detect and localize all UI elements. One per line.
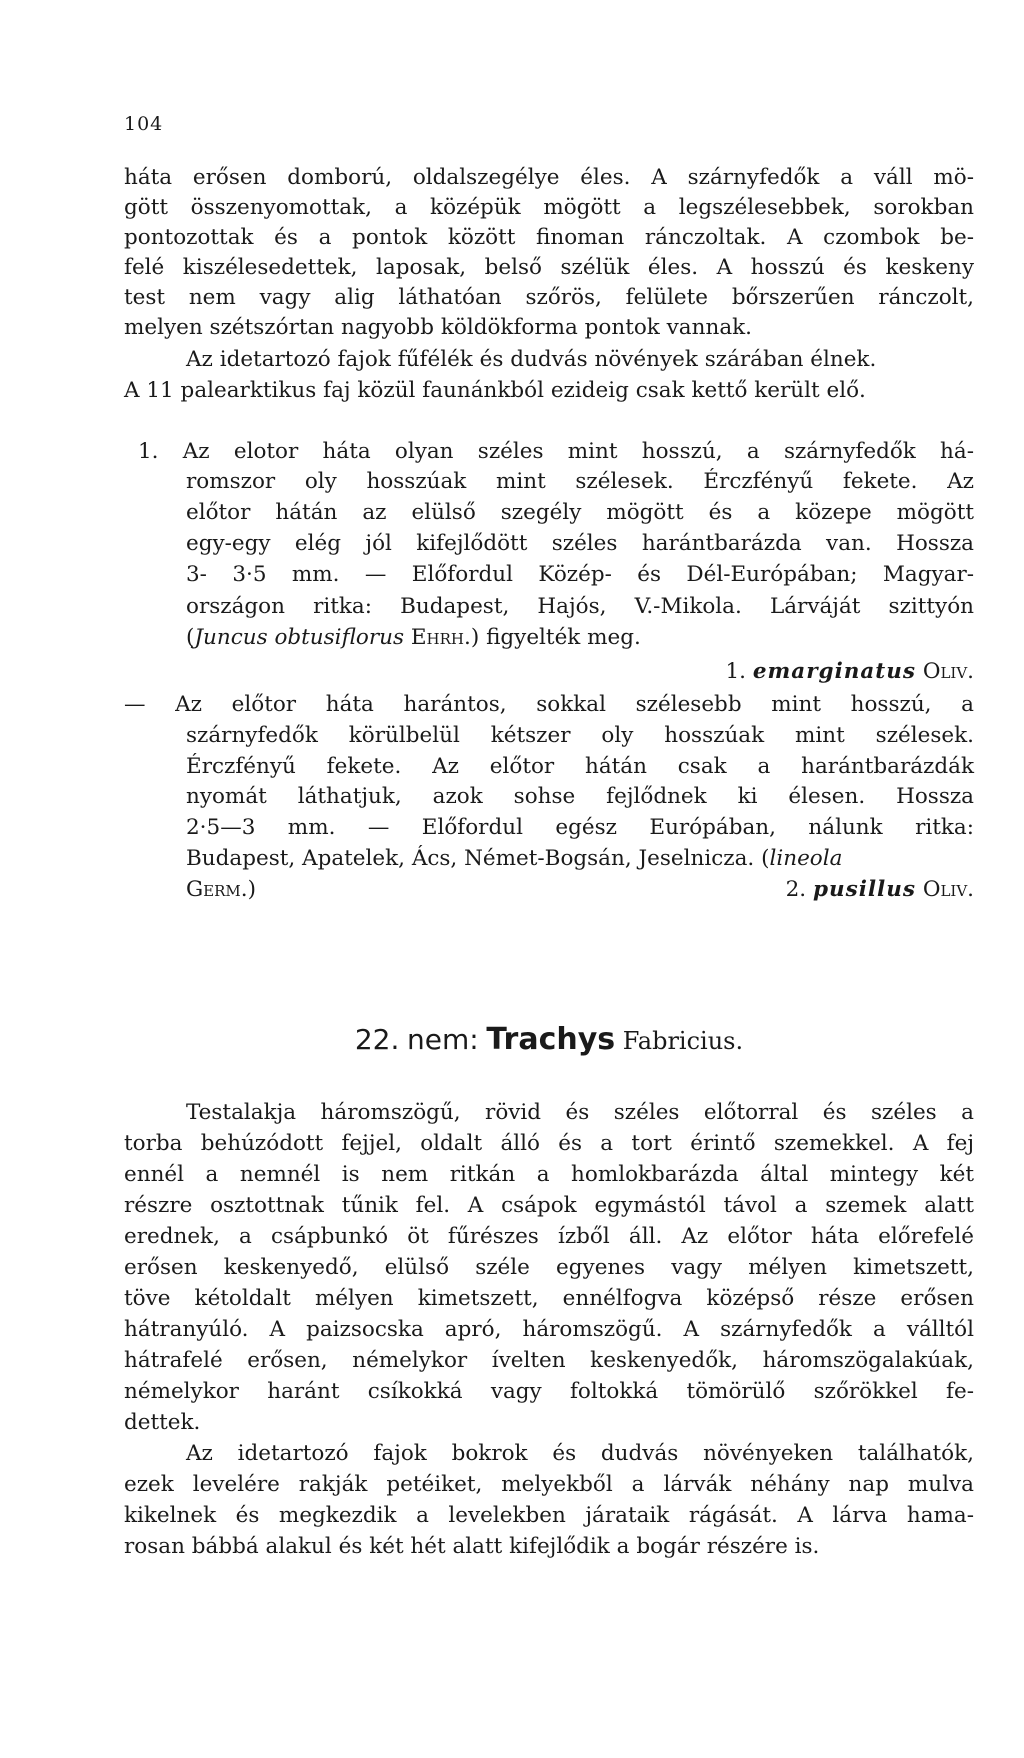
key-text: ) figyelték meg. — [470, 625, 641, 650]
species-number: 2. — [785, 877, 807, 902]
genus-heading — [124, 1022, 974, 1059]
text-line: felé kiszélesedettek, laposak, belső szélük éles. A hosszú és keskeny — [124, 255, 974, 280]
text-line: erősen keskenyedő, elülső széle egyenes vagy mélyen kimetszett, — [124, 1255, 974, 1280]
species-number: 1. — [725, 659, 746, 684]
species-author: Oliv. — [922, 659, 974, 684]
text-line: hátranyúló. A paizsocska apró, háromszögű. A szárnyfedők a válltól — [124, 1317, 974, 1342]
text-line: test nem vagy alig láthatóan szőrös, felülete bőrszerűen ránczolt, — [124, 285, 974, 310]
genus-name: Trachys — [486, 1022, 616, 1057]
text-line: melyen szétszórtan nagyobb köldökforma pontok vannak. — [124, 315, 753, 340]
species-author: Oliv. — [922, 877, 974, 902]
key-line: 1. Az elotor háta olyan széles mint hosszú, a szárnyfedők há- — [138, 439, 974, 464]
text-line: erednek, a csápbunkó öt fűrészes ízből áll. Az előtor háta előrefelé — [124, 1224, 974, 1249]
text-line: A 11 palearktikus faj közül faunánkból ezideig csak kettő került elő. — [124, 378, 866, 403]
text-line: dettek. — [124, 1410, 201, 1435]
page-number: 104 — [124, 113, 164, 135]
species-epithet: emarginatus — [752, 659, 916, 684]
plant-author: Ehrh. — [410, 625, 471, 650]
paren-open: ( — [186, 625, 195, 650]
text-line: Az idetartozó fajok bokrok és dudvás növényeken találhatók, — [186, 1441, 974, 1466]
plant-name: Juncus obtusiflorus — [194, 625, 405, 650]
key-line: 2·5—3 mm. — Előfordul egész Európában, nálunk ritka: — [186, 815, 974, 840]
text-line: hátrafelé erősen, némelykor ívelten keskenyedők, háromszögalakúak, — [124, 1348, 974, 1373]
text-line: kikelnek és megkezdik a levelekben járataik rágását. A lárva hama- — [124, 1503, 974, 1528]
key-line: egy-egy elég jól kifejlődött széles harántbarázda van. Hossza — [186, 531, 974, 556]
text-line: ezek levelére rakják petéiket, melyekből a lárvák néhány nap mulva — [124, 1472, 974, 1497]
text-line: torba behúzódott fejjel, oldalt álló és a tort érintő szemekkel. A fej — [124, 1131, 974, 1156]
species-name-italic: lineola — [769, 846, 843, 871]
text-line: pontozottak és a pontok között finoman ránczoltak. A czombok be- — [124, 225, 974, 250]
text-line: részre osztottnak tűnik fel. A csápok egymástól távol a szemek alatt — [124, 1193, 974, 1218]
text-line: gött összenyomottak, a középük mögött a legszélesebbek, sorokban — [124, 195, 974, 220]
paren-close: ) — [247, 877, 257, 902]
key-line: országon ritka: Budapest, Hajós, V.-Mikola. Lárváját szittyón — [186, 594, 974, 619]
key-line: romszor oly hosszúak mint szélesek. Érczfényű fekete. Az — [186, 469, 974, 494]
genus-author: Fabricius. — [622, 1027, 744, 1055]
text-line: töve kétoldalt mélyen kimetszett, ennélfogva középső része erősen — [124, 1286, 974, 1311]
key-line: Érczfényű fekete. Az előtor hátán csak a harántbarázdák — [186, 754, 974, 779]
text-line: ennél a nemnél is nem ritkán a homlokbarázda által mintegy két — [124, 1162, 974, 1187]
key-line: nyomát láthatjuk, azok sohse fejlődnek ki élesen. Hossza — [186, 784, 974, 809]
species-author: Germ. — [186, 877, 248, 902]
key-line: szárnyfedők körülbelül kétszer oly hosszúak mint szélesek. — [186, 723, 974, 748]
text-line: rosan bábbá alakul és két hét alatt kifejlődik a bogár részére is. — [124, 1534, 820, 1559]
text-line: háta erősen domború, oldalszegélye éles. A szárnyfedők a váll mö- — [124, 165, 974, 190]
genus-label: nem: — [407, 1023, 479, 1056]
key-line — [186, 844, 974, 874]
key-text: Budapest, Apatelek, Ács, Német-Bogsán, Jeselnicza. ( — [186, 846, 770, 871]
genus-number: 22. — [354, 1023, 400, 1056]
key-line: — Az előtor háta harántos, sokkal szélesebb mint hosszú, a — [124, 692, 974, 717]
text-line: némelykor haránt csíkokká vagy foltokká tömörülő szőrökkel fe- — [124, 1379, 974, 1404]
key-line — [186, 623, 974, 653]
species-epithet: pusillus — [812, 877, 916, 902]
species-name — [124, 875, 974, 905]
key-line: 3- 3·5 mm. — Előfordul Közép- és Dél-Európában; Magyar- — [186, 562, 974, 587]
text-line: Az idetartozó fajok fűfélék és dudvás növények szárában élnek. — [186, 347, 877, 372]
key-line: előtor hátán az elülső szegély mögött és a közepe mögött — [186, 500, 974, 525]
species-name — [124, 657, 974, 687]
text-line: Testalakja háromszögű, rövid és széles előtorral és széles a — [186, 1100, 974, 1125]
